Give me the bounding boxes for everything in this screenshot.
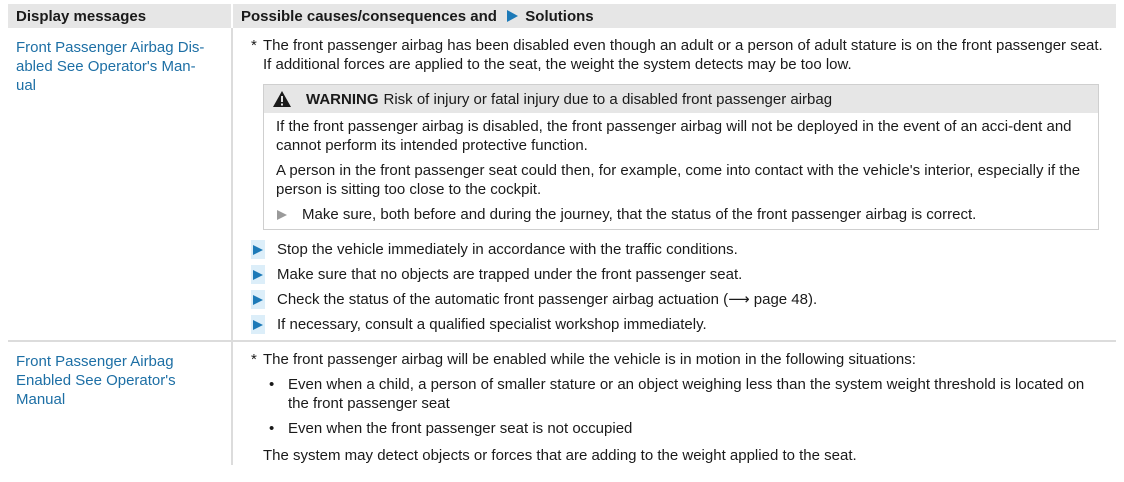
message-line[interactable]: Enabled See Operator's: [16, 372, 176, 389]
list-item: [263, 419, 1106, 438]
message-line[interactable]: Manual: [16, 391, 66, 408]
header-display-messages: Display messages: [8, 4, 232, 28]
arrow-right-icon: [252, 319, 264, 331]
table-header-row: [8, 4, 1116, 28]
warning-paragraph: A person in the front passenger seat could then, for example, come into contact with the vehicle's interior, especially if the person is sitting too close to the cockpit.: [276, 162, 1081, 198]
cause-cell: [232, 341, 1116, 465]
cause-text: * The front passenger airbag has been disabled even though an adult or a person of adult stature is on the front passenger seat. If additional forces are applied to the seat, the weight the system detects may be too low.: [251, 36, 1106, 74]
message-line[interactable]: Front Passenger Airbag Dis-: [16, 39, 205, 56]
bullet-icon: •: [269, 376, 275, 393]
solution-step-text[interactable]: Check the status of the automatic front passenger airbag actuation (⟶ page 48).: [277, 291, 818, 308]
warning-header: [264, 85, 1098, 113]
list-item: [263, 375, 1106, 413]
warning-label: WARNING: [306, 90, 379, 108]
header-causes-label: Possible causes/consequences and: [241, 7, 497, 25]
solution-step: [251, 265, 1106, 284]
warning-step: [276, 205, 1086, 224]
arrow-right-icon: [252, 269, 264, 281]
warning-body: [264, 113, 1098, 229]
cause-cell: [232, 28, 1116, 341]
solution-step: [251, 315, 1106, 334]
header-solutions-label: Solutions: [525, 7, 594, 25]
warning-step-text: Make sure, both before and during the journey, that the status of the front passenger airbag is correct.: [302, 206, 977, 223]
message-line[interactable]: abled See Operator's Man-: [16, 58, 196, 75]
solution-step-text: If necessary, consult a qualified specialist workshop immediately.: [277, 316, 707, 333]
solution-step-text: Make sure that no objects are trapped under the front passenger seat.: [277, 266, 743, 283]
step-marker: [251, 290, 265, 309]
warning-triangle-icon: [272, 90, 292, 108]
table-row: [8, 341, 1116, 465]
step-marker: [251, 315, 265, 334]
message-cell: [8, 28, 232, 341]
message-line[interactable]: Front Passenger Airbag: [16, 353, 174, 370]
display-messages-table: [8, 4, 1116, 465]
solution-step-text: Stop the vehicle immediately in accordance with the traffic conditions.: [277, 241, 738, 258]
header-causes-solutions: [232, 4, 1116, 28]
step-marker: [251, 265, 265, 284]
solution-step: [251, 290, 1106, 309]
warning-title: Risk of injury or fatal injury due to a disabled front passenger airbag: [383, 90, 833, 108]
warning-step-marker: [276, 205, 302, 224]
step-marker: [251, 240, 265, 259]
table-row: [8, 28, 1116, 341]
solution-steps: [251, 240, 1106, 334]
message-line[interactable]: ual: [16, 77, 37, 94]
arrow-right-icon: [276, 209, 288, 221]
arrow-right-icon: [252, 294, 264, 306]
solution-step: [251, 240, 1106, 259]
cause-text: * The front passenger airbag will be enabled while the vehicle is in motion in the following situations:: [251, 350, 1106, 369]
list-item-text: Even when the front passenger seat is not occupied: [288, 420, 633, 437]
bullet-icon: •: [269, 420, 275, 437]
list-item-text: Even when a child, a person of smaller stature or an object weighing less than the system weight threshold is located on the front passenger seat: [288, 376, 1085, 412]
arrow-right-icon: [505, 9, 519, 23]
cause-note: The system may detect objects or forces that are adding to the weight applied to the seat.: [263, 447, 857, 464]
warning-paragraph: If the front passenger airbag is disabled, the front passenger airbag will not be deployed in the event of an acci-dent and cannot perform its intended protective function.: [276, 118, 1072, 154]
message-cell: [8, 341, 232, 465]
arrow-right-icon: [252, 244, 264, 256]
warning-box: [263, 84, 1099, 230]
